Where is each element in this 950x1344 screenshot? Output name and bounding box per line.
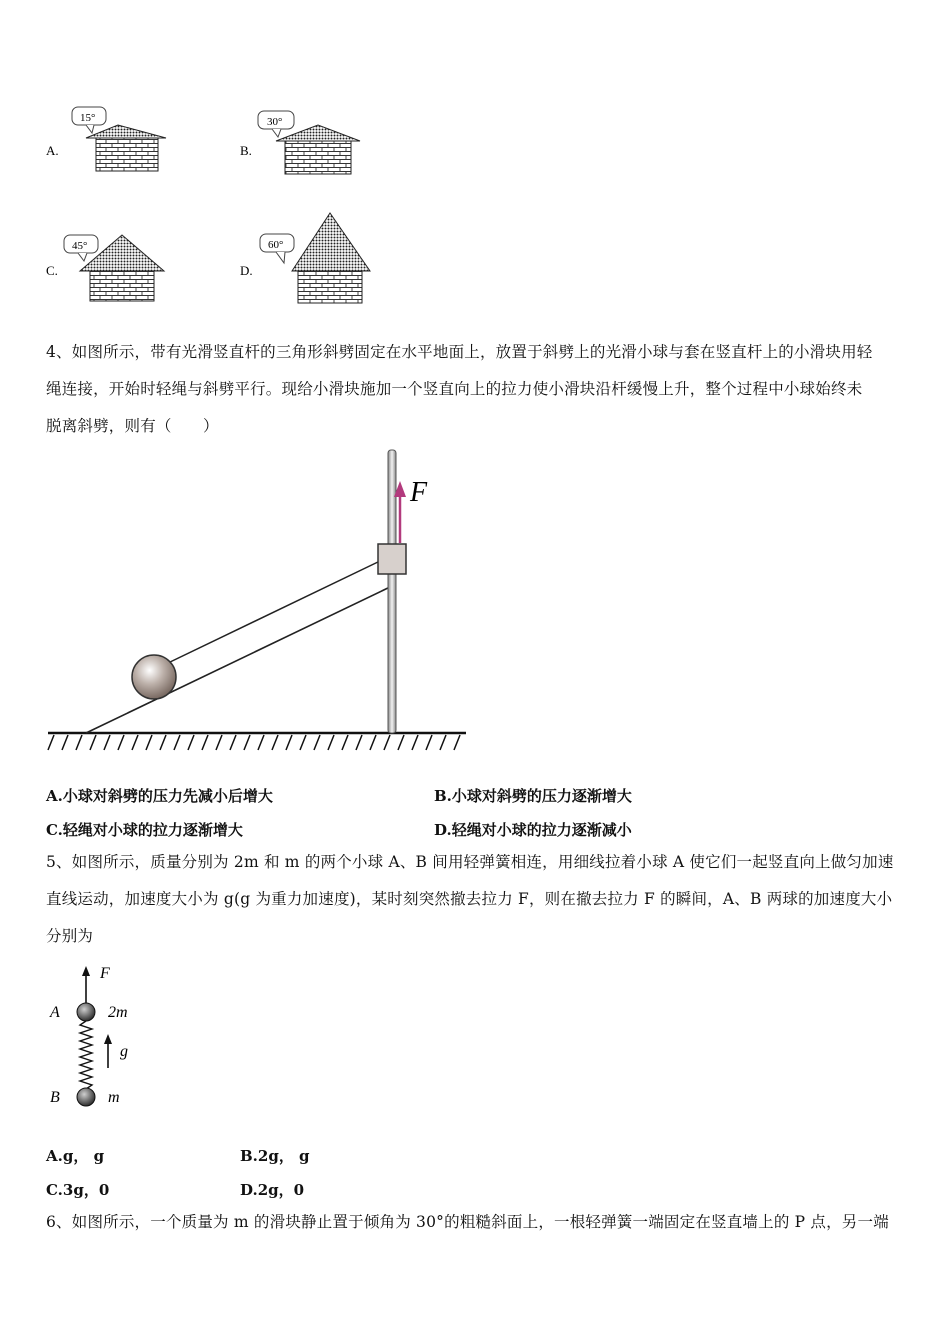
- house-option-c: [46, 235, 164, 301]
- q4-wedge-figure: [40, 445, 470, 755]
- q4-choice-c[interactable]: C.轻绳对小球的拉力逐渐增大: [46, 821, 243, 839]
- option-label-a: A.: [46, 143, 59, 158]
- q5-ball-a-label: A: [50, 1004, 60, 1021]
- angle-label-c: 45°: [72, 240, 88, 252]
- house-option-a: [46, 107, 166, 171]
- q4-stem: [46, 334, 908, 445]
- q5-ball-b-label: B: [50, 1089, 60, 1106]
- q5-choice-a[interactable]: A.g， g: [46, 1147, 105, 1165]
- angle-label-b: 30°: [267, 116, 283, 128]
- q5-spring-figure: [40, 960, 160, 1110]
- q4-choice-b[interactable]: B.小球对斜劈的压力逐渐增大: [434, 787, 632, 805]
- q5-mass-a-label: 2m: [108, 1004, 128, 1021]
- q6-stem: [46, 1204, 908, 1241]
- q5-stem-line-1: 5、如图所示，质量分别为 2m 和 m 的两个小球 A、B 间用轻弹簧相连，用细线拉着小球 A 使它们一起竖直向上做匀加速: [46, 853, 894, 871]
- q5-stem-line-3: 分别为: [46, 927, 94, 945]
- q6-stem-line-1: 6、如图所示，一个质量为 m 的滑块静止置于倾角为 30°的粗糙斜面上，一根轻弹簧一端固定在竖直墙上的 P 点，另一端: [46, 1213, 889, 1231]
- option-label-b: B.: [240, 143, 252, 158]
- option-label-d: D.: [240, 263, 253, 278]
- q4-choice-a[interactable]: A.小球对斜劈的压力先减小后增大: [46, 787, 273, 805]
- q4-stem-line-1: 4、如图所示，带有光滑竖直杆的三角形斜劈固定在水平地面上，放置于斜劈上的光滑小球与套在竖直杆上的小滑块用轻: [46, 343, 873, 361]
- q5-force-label: F: [100, 965, 110, 982]
- q4-choice-d[interactable]: D.轻绳对小球的拉力逐渐减小: [434, 821, 632, 839]
- q5-accel-label: g: [120, 1043, 128, 1060]
- q5-stem: [46, 844, 908, 955]
- house-option-b: [240, 111, 360, 174]
- q3-options-figure: [0, 95, 420, 310]
- force-label-f: F: [410, 477, 428, 508]
- angle-label-a: 15°: [80, 112, 96, 124]
- house-option-d: [240, 213, 370, 303]
- q5-stem-line-2: 直线运动，加速度大小为 g(g 为重力加速度)，某时刻突然撤去拉力 F，则在撤去拉力 F 的瞬间，A、B 两球的加速度大小: [46, 890, 893, 908]
- angle-label-d: 60°: [268, 239, 284, 251]
- q4-stem-line-2: 绳连接，开始时轻绳与斜劈平行。现给小滑块施加一个竖直向上的拉力使小滑块沿杆缓慢上升，整个过程中小球始终未: [46, 380, 863, 398]
- option-label-c: C.: [46, 263, 58, 278]
- q4-stem-line-3: 脱离斜劈，则有（ ）: [46, 417, 219, 435]
- q5-choice-c[interactable]: C.3g，0: [46, 1181, 110, 1199]
- q5-choice-b[interactable]: B.2g， g: [240, 1147, 310, 1165]
- q5-choice-d[interactable]: D.2g，0: [240, 1181, 305, 1199]
- q5-mass-b-label: m: [108, 1089, 120, 1106]
